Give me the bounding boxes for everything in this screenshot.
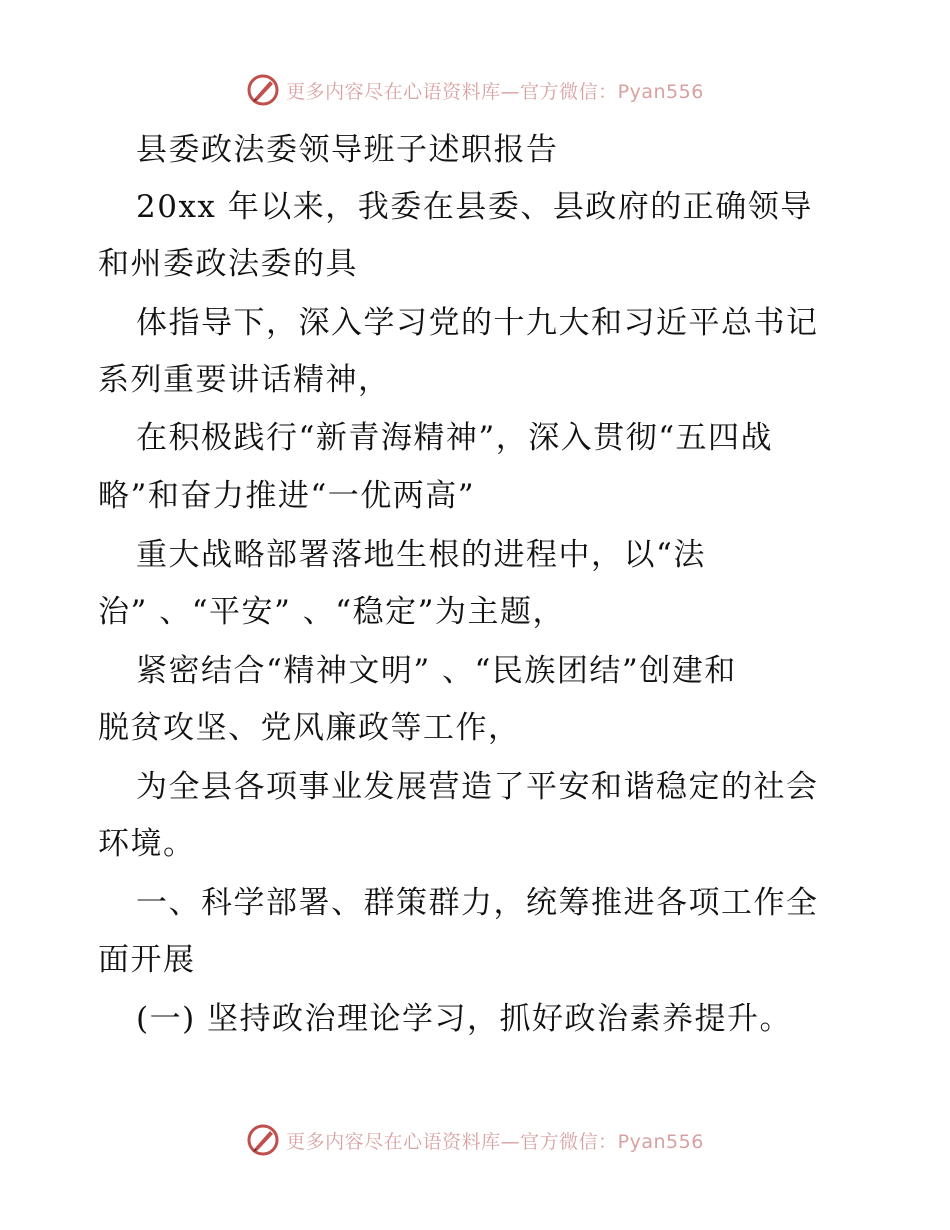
subsection-heading: (一) 坚持政治理论学习，抓好政治素养提升。 bbox=[136, 1001, 793, 1037]
paragraph-line: 治” 、“平安” 、“稳定”为主题， bbox=[98, 594, 565, 630]
pen-logo-icon bbox=[246, 1123, 280, 1157]
paragraph-line: 为全县各项事业发展营造了平安和谐稳定的社会 bbox=[136, 769, 819, 805]
watermark-text: 更多内容尽在心语资料库—官方微信：Pyan556 bbox=[286, 1130, 704, 1153]
paragraph-line: 系列重要讲话精神， bbox=[98, 362, 391, 398]
paragraph-line: 体指导下，深入学习党的十九大和习近平总书记 bbox=[136, 305, 819, 341]
paragraph-line: 20xx 年以来，我委在县委、县政府的正确领导 bbox=[136, 189, 813, 225]
watermark-header bbox=[0, 70, 950, 110]
paragraph-line: 和州委政法委的具 bbox=[98, 246, 358, 282]
paragraph-line: 重大战略部署落地生根的进程中，以“法 bbox=[136, 537, 706, 573]
document-title: 县委政法委领导班子述职报告 bbox=[136, 132, 559, 168]
paragraph-line: 环境。 bbox=[98, 826, 196, 862]
section-heading: 面开展 bbox=[98, 942, 196, 978]
paragraph-line: 略”和奋力推进“一优两高” bbox=[98, 478, 476, 514]
paragraph-line: 紧密结合“精神文明” 、“民族团结”创建和 bbox=[136, 653, 737, 689]
pen-logo-icon bbox=[246, 73, 280, 107]
watermark-footer bbox=[0, 1120, 950, 1160]
paragraph-line: 脱贫攻坚、党风廉政等工作， bbox=[98, 710, 521, 746]
watermark-text: 更多内容尽在心语资料库—官方微信：Pyan556 bbox=[286, 80, 704, 103]
section-heading: 一、科学部署、群策群力，统筹推进各项工作全 bbox=[136, 885, 819, 921]
paragraph-line: 在积极践行“新青海精神”，深入贯彻“五四战 bbox=[136, 420, 774, 456]
